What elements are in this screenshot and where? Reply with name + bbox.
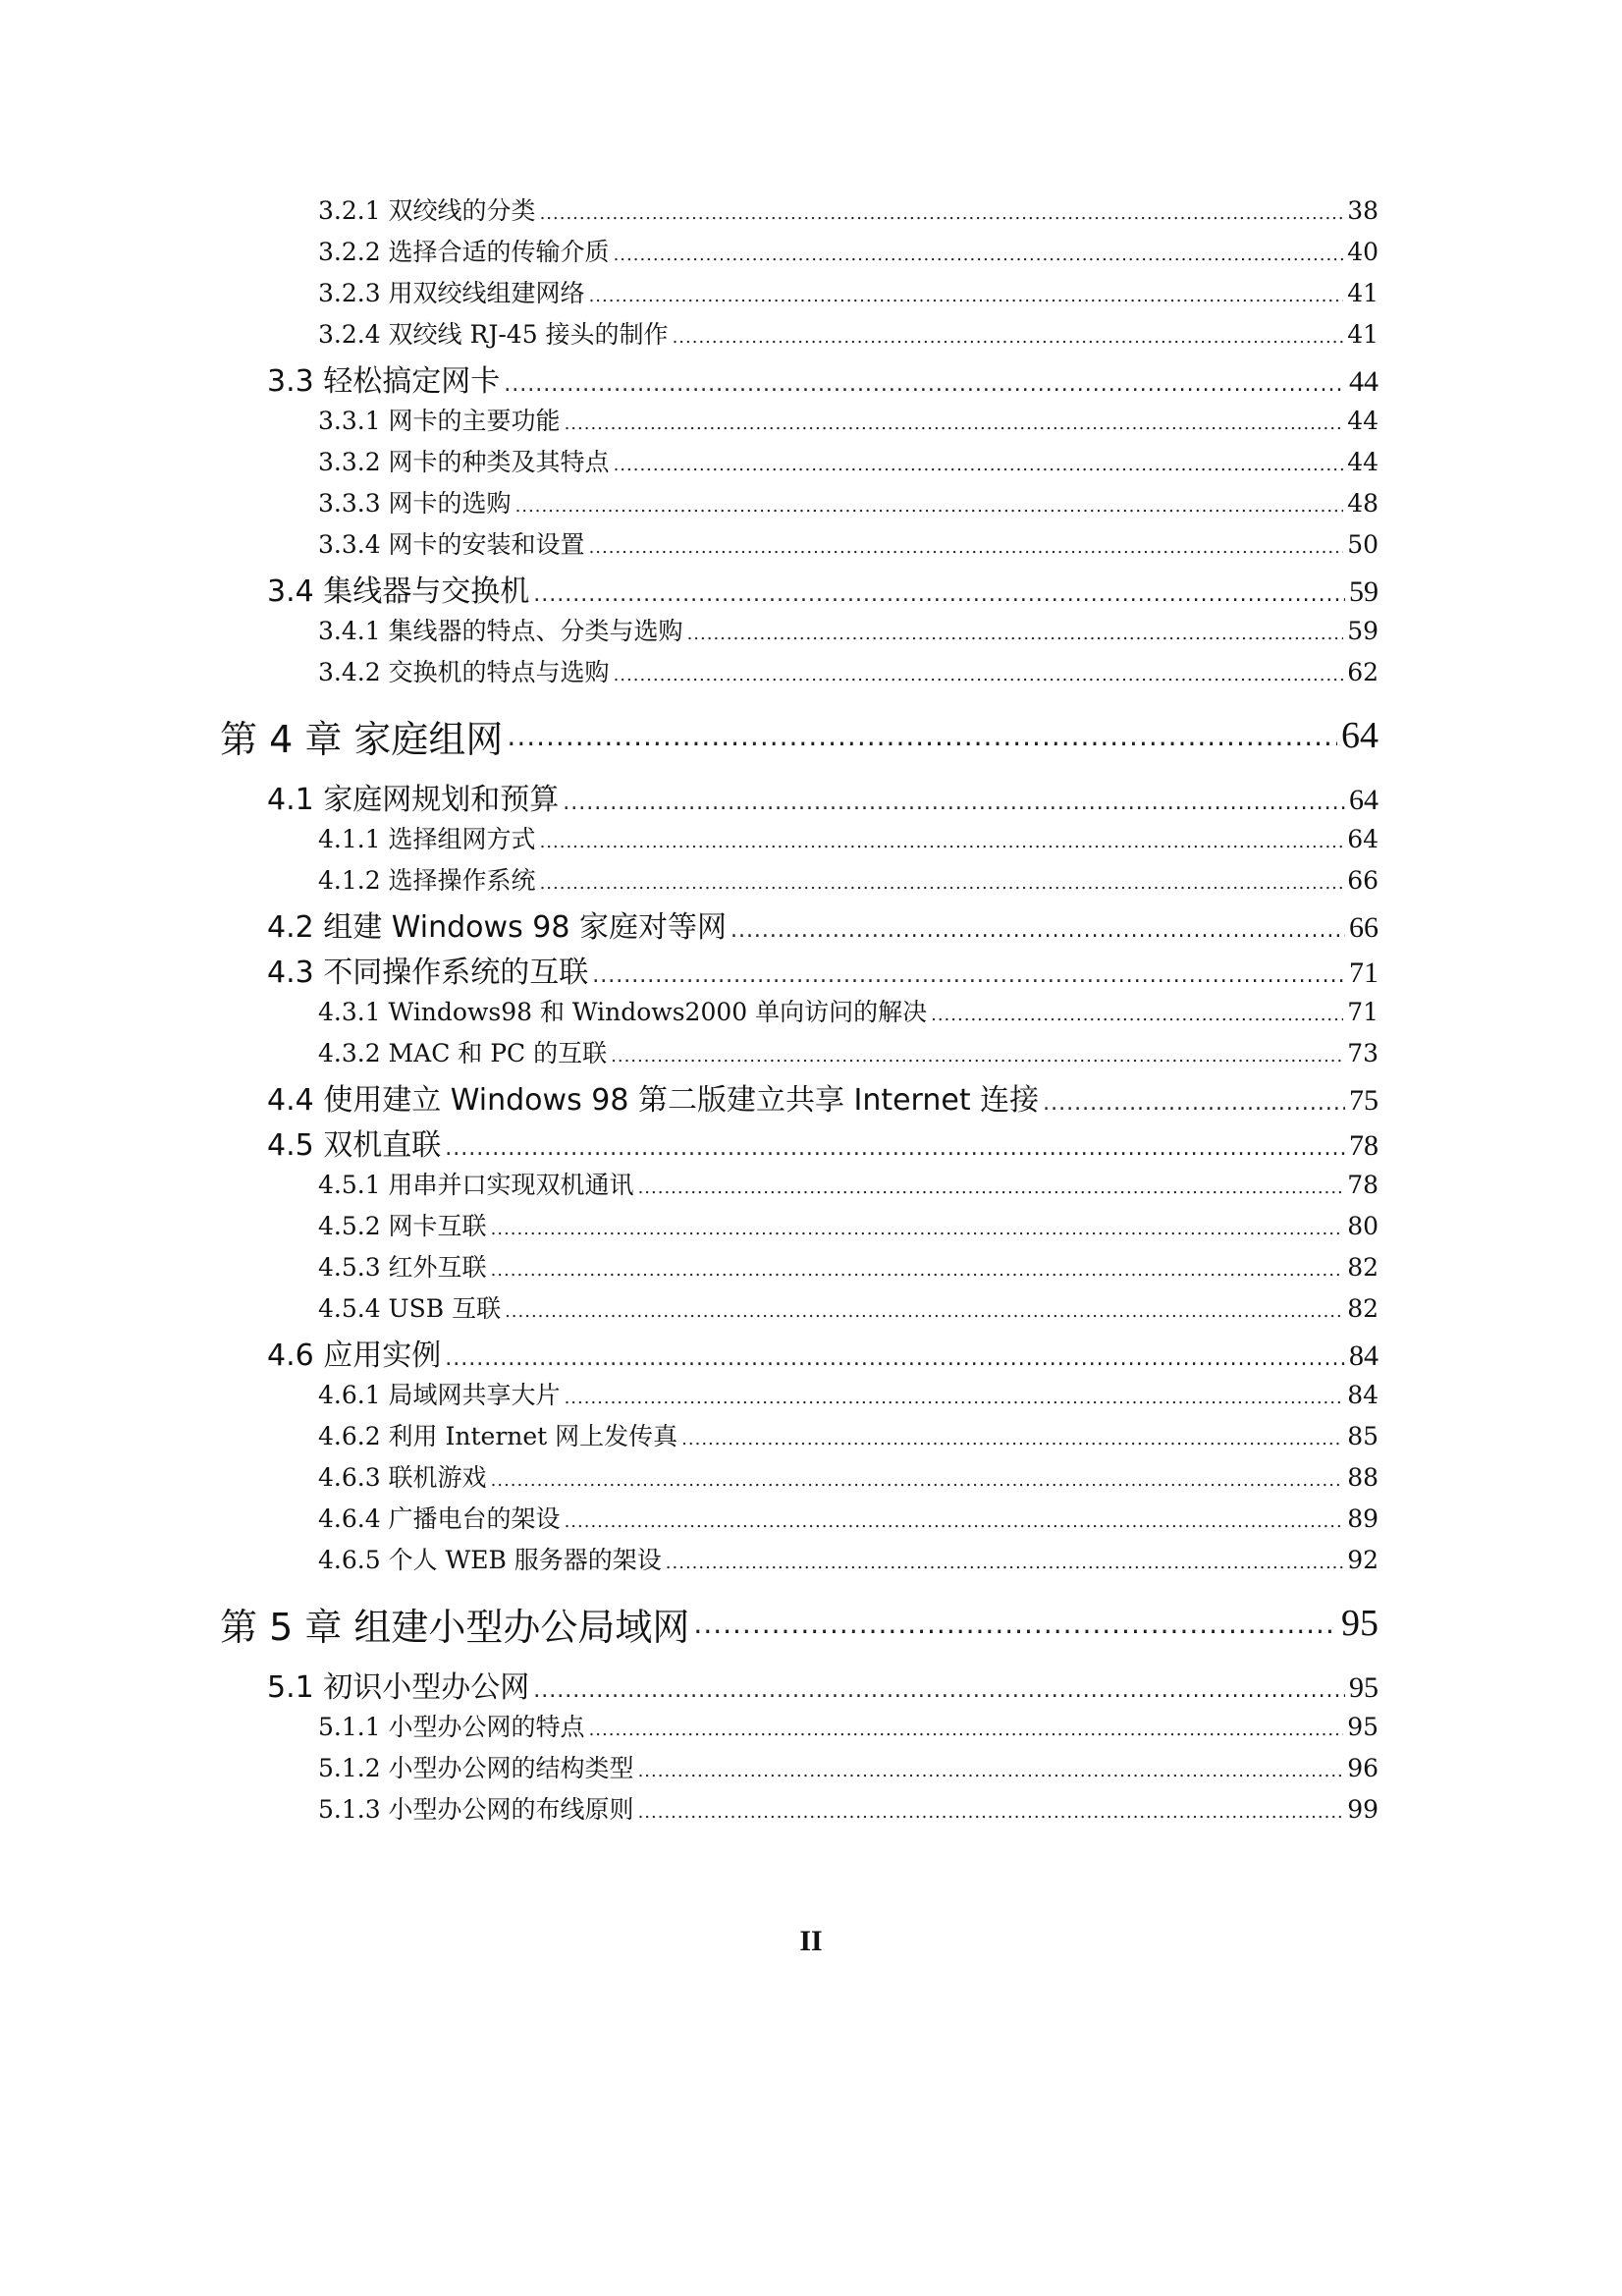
toc-entry-title: 4.1.1 选择组网方式 — [318, 825, 536, 853]
dot-leader — [540, 873, 1344, 894]
toc-section-entry — [0, 1663, 1622, 1708]
toc-entry-page: 59 — [1349, 575, 1379, 608]
toc-subsection-entry — [0, 820, 1622, 861]
dot-leader — [565, 1511, 1344, 1532]
toc-entry-page: 95 — [1349, 1671, 1379, 1704]
toc-entry-page: 41 — [1347, 279, 1379, 307]
dot-leader — [540, 203, 1344, 224]
toc-subsection-entry — [0, 1289, 1622, 1331]
toc-entry-title: 4.2 组建 Windows 98 家庭对等网 — [267, 910, 727, 945]
dot-leader — [563, 791, 1345, 815]
toc-subsection-entry — [0, 1708, 1622, 1749]
toc-subsection-entry — [0, 402, 1622, 443]
toc-subsection-entry — [0, 443, 1622, 484]
toc-entry-title: 3.3 轻松搞定网卡 — [267, 364, 501, 399]
toc-entry-page: 95 — [1347, 1713, 1379, 1741]
toc-entry-page: 48 — [1347, 489, 1379, 518]
toc-entry-title: 4.3 不同操作系统的互联 — [267, 956, 589, 990]
dot-leader — [638, 1802, 1344, 1823]
toc-entry-title: 3.2.1 双绞线的分类 — [318, 196, 536, 225]
toc-subsection-entry — [0, 1166, 1622, 1207]
dot-leader — [614, 245, 1344, 265]
toc-subsection-entry — [0, 1417, 1622, 1458]
toc-entry-title: 4.6.5 个人 WEB 服务器的架设 — [318, 1546, 662, 1574]
toc-entry-page: 40 — [1347, 238, 1379, 266]
dot-leader — [491, 1219, 1344, 1239]
toc-subsection-entry — [0, 315, 1622, 356]
toc-entry-page: 44 — [1347, 448, 1379, 476]
toc-subsection-entry — [0, 1376, 1622, 1417]
toc-entry-page: 44 — [1349, 365, 1379, 398]
toc-subsection-entry — [0, 1458, 1622, 1500]
toc-entry-page: 44 — [1347, 407, 1379, 435]
toc-subsection-entry — [0, 1790, 1622, 1831]
toc-entry-title: 4.5.1 用串并口实现双机通讯 — [318, 1171, 634, 1199]
toc-entry-page: 64 — [1341, 715, 1379, 756]
toc-entry-page: 78 — [1347, 1171, 1379, 1199]
toc-entry-page: 71 — [1349, 957, 1379, 989]
toc-subsection-entry — [0, 191, 1622, 233]
toc-entry-title: 4.1.2 选择操作系统 — [318, 866, 536, 895]
toc-entry-title: 4.5.3 红外互联 — [318, 1253, 487, 1282]
dot-leader — [515, 496, 1344, 517]
toc-subsection-entry — [0, 1207, 1622, 1248]
toc-entry-page: 88 — [1347, 1463, 1379, 1492]
toc-entry-title: 3.3.4 网卡的安装和设置 — [318, 530, 585, 559]
dot-leader — [533, 1678, 1345, 1703]
toc-entry-title: 4.6.2 利用 Internet 网上发传真 — [318, 1422, 678, 1450]
toc-entry-page: 64 — [1349, 784, 1379, 816]
toc-entry-title: 4.4 使用建立 Windows 98 第二版建立共享 Internet 连接 — [267, 1083, 1040, 1118]
toc-subsection-entry — [0, 612, 1622, 653]
dot-leader — [445, 1136, 1345, 1161]
toc-entry-title: 5.1.1 小型办公网的特点 — [318, 1713, 585, 1741]
toc-entry-title: 3.2.3 用双绞线组建网络 — [318, 279, 585, 307]
toc-entry-title: 第 4 章 家庭组网 — [220, 717, 504, 761]
toc-section-entry — [0, 356, 1622, 402]
toc-entry-title: 4.6.1 局域网共享大片 — [318, 1381, 561, 1409]
toc-entry-title: 4.6.3 联机游戏 — [318, 1463, 487, 1492]
toc-entry-page: 71 — [1347, 998, 1379, 1026]
toc-entry-title: 3.3.1 网卡的主要功能 — [318, 407, 561, 435]
dot-leader — [1043, 1091, 1345, 1116]
toc-entry-page: 89 — [1347, 1504, 1379, 1533]
toc-subsection-entry — [0, 1541, 1622, 1582]
toc-section-entry — [0, 1121, 1622, 1166]
toc-entry-page: 99 — [1347, 1795, 1379, 1824]
dot-leader — [491, 1260, 1344, 1281]
toc-subsection-entry — [0, 993, 1622, 1034]
dot-leader — [687, 624, 1344, 644]
dot-leader — [565, 413, 1344, 434]
toc-entry-page: 50 — [1347, 530, 1379, 559]
toc-entry-title: 3.4.1 集线器的特点、分类与选购 — [318, 617, 683, 645]
dot-leader — [589, 1720, 1344, 1740]
toc-entry-title: 5.1.2 小型办公网的结构类型 — [318, 1754, 634, 1782]
toc-subsection-entry — [0, 484, 1622, 525]
toc-entry-page: 96 — [1347, 1754, 1379, 1782]
toc-section-entry — [0, 567, 1622, 612]
dot-leader — [638, 1761, 1344, 1781]
dot-leader — [638, 1177, 1344, 1198]
toc-entry-page: 85 — [1347, 1422, 1379, 1450]
dot-leader — [445, 1346, 1345, 1371]
toc-entry-page: 75 — [1349, 1084, 1379, 1117]
toc-subsection-entry — [0, 861, 1622, 902]
toc-chapter-entry — [0, 700, 1622, 771]
toc-entry-page: 64 — [1347, 825, 1379, 853]
dot-leader — [614, 455, 1344, 475]
dot-leader — [592, 963, 1345, 988]
dot-leader — [533, 582, 1345, 607]
dot-leader — [666, 1553, 1343, 1573]
toc-entry-title: 4.1 家庭网规划和预算 — [267, 783, 560, 817]
toc-entry-title: 4.6 应用实例 — [267, 1339, 442, 1373]
toc-section-entry — [0, 775, 1622, 820]
toc-entry-title: 5.1 初识小型办公网 — [267, 1670, 530, 1705]
toc-chapter-entry — [0, 1588, 1622, 1659]
toc-entry-title: 4.5 双机直联 — [267, 1128, 442, 1163]
toc-entry-page: 78 — [1349, 1129, 1379, 1162]
toc-section-entry — [0, 902, 1622, 948]
toc-entry-title: 3.2.4 双绞线 RJ-45 接头的制作 — [318, 320, 669, 349]
toc-entry-title: 3.3.3 网卡的选购 — [318, 489, 512, 518]
toc-section-entry — [0, 948, 1622, 993]
dot-leader — [507, 720, 1337, 752]
dot-leader — [504, 372, 1345, 397]
toc-entry-title: 3.4 集线器与交换机 — [267, 574, 530, 609]
dot-leader — [673, 327, 1344, 348]
dot-leader — [589, 286, 1344, 306]
dot-leader — [491, 1470, 1344, 1491]
toc-entry-page: 95 — [1341, 1603, 1379, 1644]
dot-leader — [730, 918, 1345, 943]
dot-leader — [505, 1301, 1343, 1322]
table-of-contents — [0, 191, 1622, 1831]
toc-entry-page: 84 — [1349, 1339, 1379, 1372]
toc-entry-page: 41 — [1347, 320, 1379, 349]
toc-entry-page: 82 — [1347, 1253, 1379, 1282]
toc-entry-title: 4.5.4 USB 互联 — [318, 1294, 502, 1323]
toc-entry-title: 4.3.2 MAC 和 PC 的互联 — [318, 1039, 608, 1067]
dot-leader — [681, 1429, 1343, 1449]
toc-entry-page: 84 — [1347, 1381, 1379, 1409]
toc-entry-page: 80 — [1347, 1212, 1379, 1240]
toc-entry-title: 3.3.2 网卡的种类及其特点 — [318, 448, 610, 476]
toc-subsection-entry — [0, 274, 1622, 315]
toc-entry-title: 4.5.2 网卡互联 — [318, 1212, 487, 1240]
toc-subsection-entry — [0, 525, 1622, 567]
toc-section-entry — [0, 1075, 1622, 1121]
toc-entry-title: 4.3.1 Windows98 和 Windows2000 单向访问的解决 — [318, 998, 928, 1026]
toc-entry-page: 82 — [1347, 1294, 1379, 1323]
toc-entry-page: 66 — [1347, 866, 1379, 895]
toc-entry-title: 第 5 章 组建小型办公局域网 — [220, 1605, 690, 1649]
toc-entry-page: 62 — [1347, 658, 1379, 686]
dot-leader — [931, 1005, 1343, 1025]
toc-entry-page: 66 — [1349, 911, 1379, 944]
toc-entry-page: 73 — [1347, 1039, 1379, 1067]
dot-leader — [565, 1388, 1344, 1408]
toc-entry-page: 92 — [1347, 1546, 1379, 1574]
dot-leader — [540, 832, 1344, 852]
toc-section-entry — [0, 1331, 1622, 1376]
toc-subsection-entry — [0, 233, 1622, 274]
toc-entry-page: 38 — [1347, 196, 1379, 225]
toc-subsection-entry — [0, 1749, 1622, 1790]
dot-leader — [693, 1608, 1337, 1640]
toc-entry-title: 4.6.4 广播电台的架设 — [318, 1504, 561, 1533]
toc-subsection-entry — [0, 1248, 1622, 1289]
toc-entry-page: 59 — [1347, 617, 1379, 645]
dot-leader — [614, 665, 1344, 685]
toc-entry-title: 3.4.2 交换机的特点与选购 — [318, 658, 610, 686]
toc-entry-title: 3.2.2 选择合适的传输介质 — [318, 238, 610, 266]
toc-subsection-entry — [0, 1500, 1622, 1541]
dot-leader — [589, 537, 1344, 558]
dot-leader — [611, 1046, 1343, 1066]
page-number-folio: II — [799, 1925, 823, 1957]
toc-entry-title: 5.1.3 小型办公网的布线原则 — [318, 1795, 634, 1824]
toc-subsection-entry — [0, 1034, 1622, 1075]
toc-subsection-entry — [0, 653, 1622, 694]
